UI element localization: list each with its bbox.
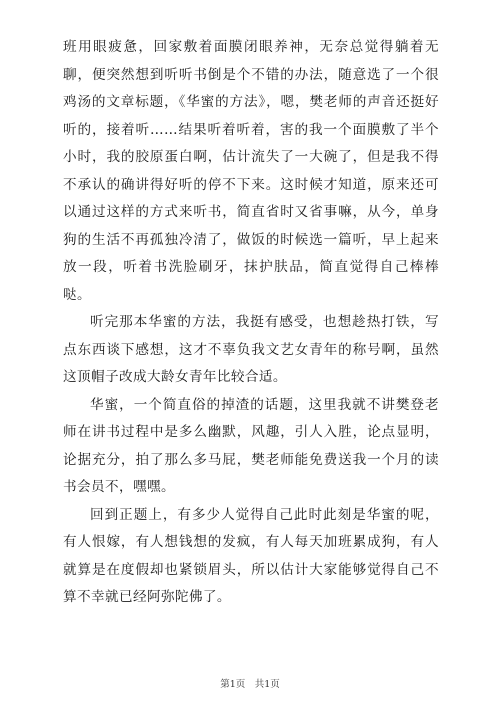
document-body bbox=[63, 34, 439, 612]
paragraph-1: 班用眼疲惫，回家敷着面膜闭眼养神，无奈总觉得躺着无聊，便突然想到听听书倒是个不错的办法，随意选了一个很鸡汤的文章标题，《华蜜的方法》，嗯，樊老师的声音还挺好听的，接着听……结果听着听着，害的我一个面膜敷了半个小时，我的胶原蛋白啊，估计流失了一大碗了，但是我不得不承认的确讲得好听的停不下来。这时候才知道，原来还可以通过这样的方式来听书，简直省时又省事嘛，从今，单身狗的生活不再孤独冷清了，做饭的时候选一篇听，早上起来放一段，听着书洗脸刷牙，抹护肤品，简直觉得自己棒棒哒。 bbox=[63, 39, 439, 303]
paragraph-4: 回到正题上，有多少人觉得自己此时此刻是华蜜的呢，有人恨嫁，有人想钱想的发疯，有人每天加班累成狗，有人就算是在度假却也紧锁眉头，所以估计大家能够觉得自己不算不幸就已经阿弥陀佛了。 bbox=[63, 506, 439, 605]
paragraph-2: 听完那本华蜜的方法，我挺有感受，也想趁热打铁，写点东西谈下感想，这才不辜负我文艺女青年的称号啊，虽然这顶帽子改成大龄女青年比较合适。 bbox=[63, 314, 439, 385]
paragraph-3: 华蜜，一个简直俗的掉渣的话题，这里我就不讲樊登老师在讲书过程中是多么幽默，风趣，引人入胜，论点显明，论据充分，拍了那么多马屁，樊老师能免费送我一个月的读书会员不，嘿嘿。 bbox=[63, 396, 439, 495]
page-footer: 第1页 共1页 bbox=[220, 679, 280, 690]
